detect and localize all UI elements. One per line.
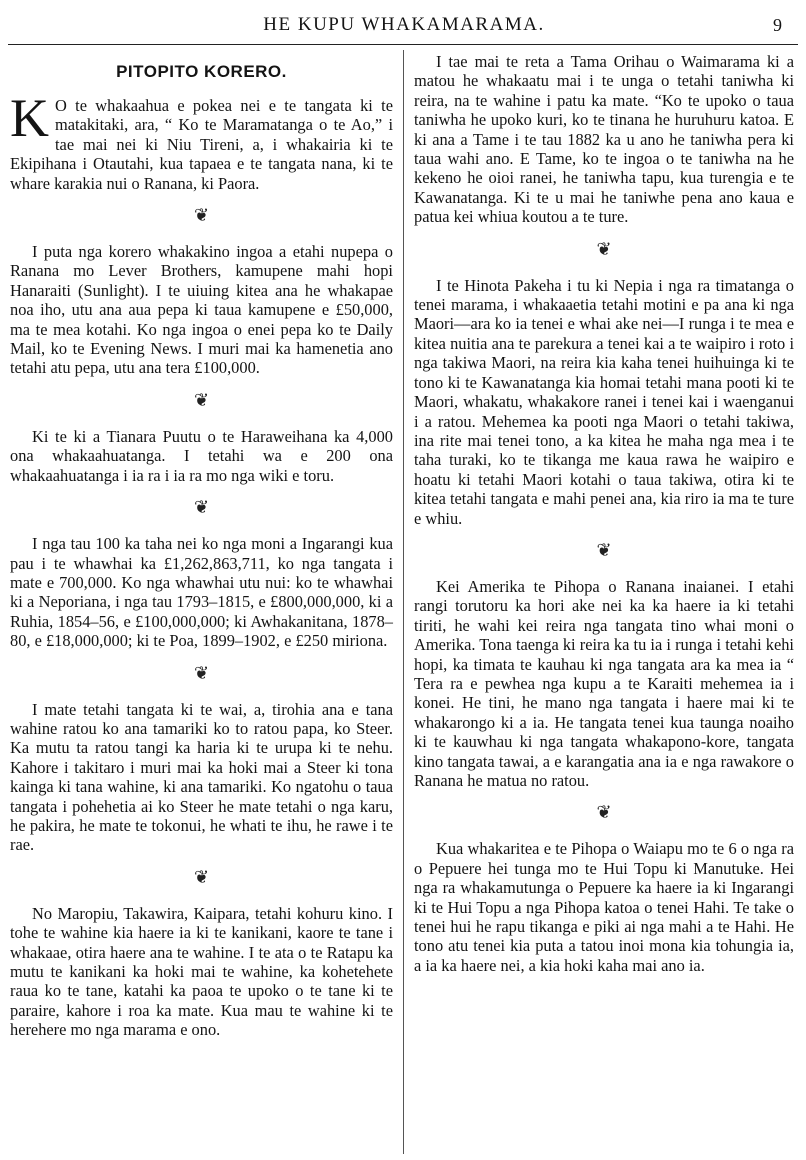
section-title: PITOPITO KORERO. <box>116 62 287 81</box>
header-rule <box>8 44 798 45</box>
article-1-text: O te whakaahua e pokea nei e te tangata ki te matakitaki, ara, “ Ko te Maramatanga o te Ao,” i tae mai nei ki Niu Tireni, a, i whakairia ki te Ekipihana i Otautahi, kua tapaea e te tangata nana, ki te whare karakia nui o Ranana, ki Paora. <box>10 96 393 193</box>
left-column <box>10 52 393 1040</box>
article-5-text: I mate tetahi tangata ki te wai, a, tirohia ana e tana wahine ratou ko ana tamariki ko to ratou papa, ko Steer. Ka mutu ta ratou tangi ka haria ki te urupa ki te nehu. Kahore i takitaro i muri mai ka hoki mai a Steer ki tona kainga ki tana wahine, ki ana tamariki. Ko ngatohu o taua tangata i pohehetia ai ko Steer he mate tetahi o nga karu, he pakira, he mate te tokonui, he whati te ihu, he rawe i te rae. <box>10 699 393 855</box>
article-7-text: I tae mai te reta a Tama Orihau o Waimarama ki a matou he whakaatu mai i te unga o tetahi taniwha ki reira, na te wahine i patu ka mate. “Ko te upoko o taua taniwha he upoko kuri, ko te tinana he huruhuru katoa. E ki ana a Tame i te tau 1882 ka u ano he taniwha pera ki taua wahi ano. E Tame, ko te ingoa o te taniwha na he kekeno he oioi ranei, he taniwha tapu, kua turengia e te Kawanatanga. Ki te u mai he taniwhe pena ano kaua e patua kei whiua koutou a te ture. <box>414 52 794 227</box>
running-title: HE KUPU WHAKAMARAMA. <box>263 14 545 35</box>
column-divider <box>403 50 404 1154</box>
article-4-text: I nga tau 100 ka taha nei ko nga moni a Ingarangi kua pau i te whawhai ka £1,262,863,711, ko nga tangata i mate e 700,000. Ko nga whawhai utu nui: ko te whawhai ki a Neporiana, i nga tau 1793–1815, e £800,000,000, ki a Ruhia, 1854–56, e £100,000,000; ki Awhakanitana, 1878–80, e £18,000,000; ki te Poa, 1899–1902, e £250 miriona. <box>10 534 393 651</box>
drop-cap: K <box>10 88 49 148</box>
fleuron-ornament: ❦ <box>193 866 210 887</box>
fleuron-ornament: ❦ <box>596 802 612 823</box>
page-header <box>16 14 792 40</box>
article-8-text: I te Hinota Pakeha i tu ki Nepia i nga ra timatanga o tenei marama, i whakaaetia tetahi motini e pa ana ki nga Maori—ara ko ia tenei e whai ake nei—I runga i te mea e kitea nuitia ana te parekura a tenei kai a te waipiro i roto i nga takiwa Maori, na reira kia kaha tenei huihuinga ki te tono ki te Kawanatanga kia homai tetahi mana pooti ki te Maori, whakatu, whakakore ranei i tenei kai i waenganui i a ratou. Mehemea ka pooti nga Maori o tetahi takiwa, ina rite mai tenei tono, a ka kitea he maha nga mea i te taha turaki, ko te tikanga me kaua rawa he waipiro e hoatu ki tetahi Maori kotahi o taua takiwa, otira ki te kitea tetahi tangata e mahi penei ana, kia riro ia ma te ture e whiu. <box>414 275 794 528</box>
article-10-text: Kua whakaritea e te Pihopa o Waiapu mo te 6 o nga ra o Pepuere hei tunga mo te Hui Topu ki Manutuke. Hei nga ra whakamutunga o Pepuere ka haere ia ki Ingarangi ki te Hui Topu a nga Pihopa katoa o tenei Hahi. Te take o tenei hui he rapu tikanga e piki ai nga mahi a te Hahi. He tono atu tenei kia puta a tatou inoi mona kia tohungia ia, a ia ka haere nei, a kia hoki kaha mai ano ia. <box>414 839 794 975</box>
fleuron-ornament: ❦ <box>596 238 612 259</box>
article-9-text: Kei Amerika te Pihopa o Ranana inaianei. I etahi rangi torutoru ka hori ake nei ka ka haere ia ki tetahi tiriti, he wahi kei reira nga tangata tino whai moni o Amerika. Tona taenga ki reira ka tu ia i runga i tetahi kehi hopi, ka timata te kauhau ki nga tangata ara ka mea ia “ Tera ra e pewhea nga kupu a te Karaiti mehemea ia i konei. He tini, he mano nga tangata i haere mai ki te whakarongo ki a ia. He tangata tenei kua taunga noaiho ki te kauwhau ki nga tangata whakapono-kore, tangata kino tangata tawai, a e karangatia ana ia e nga rawakore o Ranana he matua no ratou. <box>414 576 794 790</box>
article-3-text: Ki te ki a Tianara Puutu o te Haraweihana ka 4,000 ona whakaahuatanga. I tetahi wa e 200 ona whakaahuatanga i ia ra i ia ra mo nga wiki e toru. <box>10 426 393 485</box>
article-2-text: I puta nga korero whakakino ingoa a etahi nupepa o Ranana mo Lever Brothers, kamupene mahi hopi Hanaraiti (Sunlight). I te uiuing kitea ana he whakapae noa iho, utu ana aua pepa ki taua kamupene e £50,000, ma te mea kotahi. Ko nga ingoa o enei pepa ko te Daily Mail, ko te Evening News. I muri mai ka hamenetia ano tetahi atu pepa, utu ana tera £100,000. <box>10 242 393 378</box>
fleuron-ornament: ❦ <box>193 497 210 518</box>
fleuron-ornament: ❦ <box>193 389 210 410</box>
page-number: 9 <box>773 15 782 35</box>
right-column <box>414 52 794 975</box>
fleuron-ornament: ❦ <box>193 205 210 226</box>
fleuron-ornament: ❦ <box>596 539 612 560</box>
article-1 <box>10 88 393 193</box>
fleuron-ornament: ❦ <box>193 662 210 683</box>
article-6-text: No Maropiu, Takawira, Kaipara, tetahi kohuru kino. I tohe te wahine kia haere ia ki te kanikani, kaore te tane i whakaae, otira haere ana te wahine. I te ata o te Ratapu ka mutu te kanikani ka hoki mai te wahine, ka kohetehete raua ko te tane, katahi ka paoa te upoko o te tane ki te paraire, kahore i roa ka mate. Kua mau te wahine ki te herehere mo nga marama e ono. <box>10 903 393 1040</box>
